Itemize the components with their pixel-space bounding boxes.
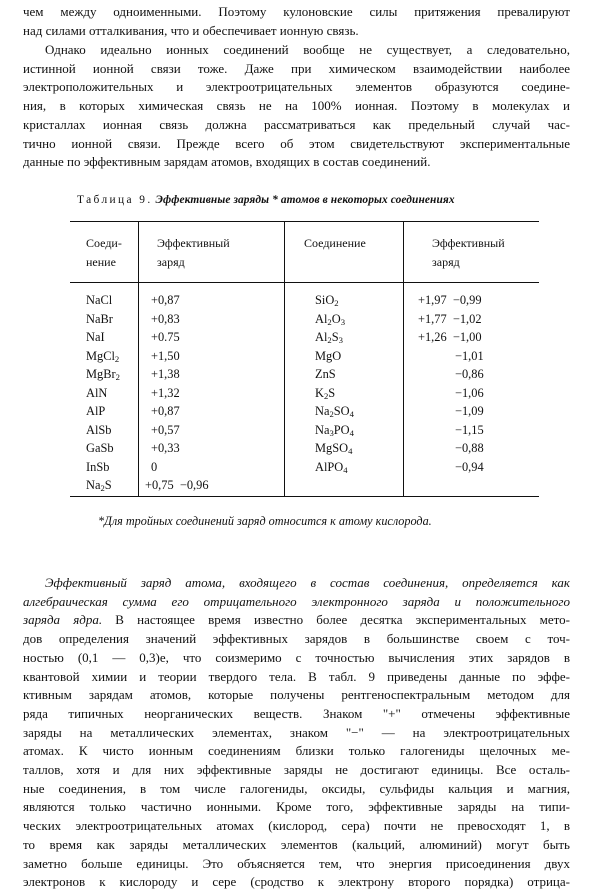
formula-part: S xyxy=(328,385,336,400)
second-paragraph xyxy=(23,41,570,172)
header-text-line: нение xyxy=(86,255,116,269)
formula-part: SiO xyxy=(315,293,335,307)
text-line: тично ионной связи. Прежде всего об этом свидетельствуют экспериментальные xyxy=(23,135,570,151)
text-line: над силами отталкивания, что и обеспечивает ионную связь. xyxy=(23,22,359,38)
formula-part: S xyxy=(104,478,112,492)
formula-subscript: 2 xyxy=(327,316,332,327)
effective-charge-value: +0,57 xyxy=(151,422,180,437)
formula-part: K xyxy=(315,385,324,400)
text-line: заряды на металлических элементах, знаком "−" — на электроотрицательных xyxy=(23,724,570,740)
formula-subscript: 2 xyxy=(329,409,334,419)
compound-formula xyxy=(315,293,339,308)
formula-subscript: 2 xyxy=(323,390,329,401)
compound-formula xyxy=(86,367,120,382)
table-column-rule xyxy=(138,222,139,496)
formula-part: SO xyxy=(333,404,350,418)
formula-part: MgCl xyxy=(86,348,115,363)
formula-part: PO xyxy=(333,422,350,437)
compound-formula xyxy=(315,367,336,382)
text-line: дов определения значений эффективных зарядов в большинстве своем с точ- xyxy=(23,631,570,647)
formula-part: NaI xyxy=(86,330,105,344)
formula-part: O xyxy=(331,311,341,326)
formula-part: NaCl xyxy=(86,293,113,307)
table-caption xyxy=(77,194,557,206)
text-line: электронов к кислороду и сере (сродство к электрону второго порядка) отрица- xyxy=(23,874,570,890)
header-left-compound xyxy=(86,234,122,272)
formula-part: Na xyxy=(86,478,101,492)
effective-charge-value: −1,01 xyxy=(455,348,484,363)
formula-part: Al xyxy=(315,330,328,344)
formula-part: GaSb xyxy=(86,441,114,455)
effective-charge-value: +1,32 xyxy=(151,385,180,400)
text-line: то время как заряды металлических элементов (кальций, алюминий) могут быть xyxy=(23,836,570,852)
formula-subscript: 3 xyxy=(340,316,346,327)
table-column-rule xyxy=(403,222,404,496)
text-line xyxy=(23,611,570,630)
text-line: ряда типичных неорганических веществ. Знаком "+" отмечены эффективные xyxy=(23,705,570,721)
italic-segment: заряда ядра. xyxy=(23,612,103,628)
compound-formula xyxy=(86,478,112,493)
formula-part: NaBr xyxy=(86,311,113,326)
formula-part: Na xyxy=(315,422,330,437)
formula-part: AlN xyxy=(86,385,108,400)
text-line: ческих электроотрицательных атомах (кислород, сера) почти не превосходят 1, в xyxy=(23,818,570,834)
compound-formula xyxy=(86,330,105,345)
header-text-line: заряд xyxy=(157,255,185,269)
table-footnote: *Для тройных соединений заряд относится к атому кислорода. xyxy=(98,514,432,528)
compound-formula xyxy=(86,293,112,308)
header-left-charge xyxy=(157,234,230,272)
compound-formula xyxy=(315,330,343,345)
formula-subscript: 4 xyxy=(349,427,354,438)
compound-formula xyxy=(86,404,105,419)
top-paragraph xyxy=(23,3,570,40)
text-line: алгебраическая сумма его отрицательного электронного заряда и положительного xyxy=(23,593,570,609)
formula-subscript: 2 xyxy=(327,335,332,345)
text-line: атомах. К чисто ионным соединениям близки только галогениды щелочных ме- xyxy=(23,743,570,759)
effective-charge-value: +0,87 xyxy=(151,293,180,307)
text-line: Эффективный заряд атома, входящего в состав соединения, определяется как xyxy=(45,575,570,590)
effective-charge-value: −1,09 xyxy=(455,404,484,418)
compound-formula xyxy=(86,312,113,327)
effective-charge-value: −1,15 xyxy=(455,422,484,437)
text-line: ностью (0,1 — 0,3)e, что соизмеримо с точностью вычисления этих зарядов в xyxy=(23,649,570,665)
header-right-charge xyxy=(432,234,505,272)
text-line: квантовой химии и теории твердого тела. В табл. 9 приведены данные по эффе- xyxy=(23,668,570,684)
compound-formula xyxy=(315,423,354,438)
formula-subscript: 2 xyxy=(100,483,105,493)
text-line: ные соединения, в том числе галогениды, оксиды, сульфиды кальция и магния, xyxy=(23,780,570,796)
text-line: являются только частично ионными. Кроме того, эффективные заряды на типи- xyxy=(23,799,570,815)
text-line: ния, в которых химическая связь не на 100% ионная. Поэтому в молекулах и xyxy=(23,98,570,114)
table-caption-title: Эффективные заряды * атомов в некоторых соединениях xyxy=(155,194,455,206)
formula-part: MgBr xyxy=(86,367,116,381)
text-segment: В настоящее время известно более десятка экспериментальных мето- xyxy=(102,612,571,628)
compound-formula xyxy=(315,312,345,327)
compound-formula xyxy=(315,460,348,475)
effective-charge-value: −0,86 xyxy=(455,367,484,381)
compound-formula xyxy=(86,423,111,438)
effective-charge-value: +0,33 xyxy=(151,441,180,455)
table-caption-label: Таблица 9. xyxy=(77,194,153,206)
effective-charge-value: +1,77 −1,02 xyxy=(418,311,482,326)
effective-charge-value: +1,50 xyxy=(151,348,180,363)
header-text-line: Эффективный xyxy=(432,236,505,250)
compound-formula xyxy=(86,349,119,364)
formula-subscript: 4 xyxy=(349,409,354,419)
compound-formula xyxy=(86,441,114,456)
formula-part: MgO xyxy=(315,348,342,363)
text-line: электроположительных и электроотрицательных элементов образуются соедине- xyxy=(23,79,570,95)
header-text-line: заряд xyxy=(432,255,460,269)
effective-charge-value: −0,94 xyxy=(455,459,484,474)
effective-charge-value: +0.75 xyxy=(151,330,180,344)
formula-part: ZnS xyxy=(315,367,336,381)
formula-subscript: 2 xyxy=(334,298,339,308)
text-line: чем между одноименными. Поэтому кулоновские силы притяжения превалируют xyxy=(23,4,570,19)
definition-paragraph xyxy=(23,574,570,892)
text-line: кристаллах ионная связь должна рассматриваться как предельный случай час- xyxy=(23,116,570,132)
effective-charge-value: 0 xyxy=(151,459,158,474)
effective-charge-value: +0,75 −0,96 xyxy=(145,478,209,492)
header-text-line: Соединение xyxy=(304,236,366,250)
effective-charge-value: +1,97 −0,99 xyxy=(418,293,482,307)
effective-charge-value: +0,83 xyxy=(151,311,180,326)
compound-formula xyxy=(315,441,352,456)
formula-part: InSb xyxy=(86,459,110,474)
formula-subscript: 2 xyxy=(114,353,120,364)
text-line: таллов, хотя и для них эффективные заряды не достигают единицы. Все осталь- xyxy=(23,762,570,778)
effective-charges-table xyxy=(70,221,539,497)
compound-formula xyxy=(86,386,107,401)
text-line: ктивным зарядам атомов, которые получены рентгеноспектральным методом для xyxy=(23,687,570,703)
formula-subscript: 4 xyxy=(343,464,348,475)
text-line: заметно больше единицы. Это объясняется тем, что энергия присоединения двух xyxy=(23,855,570,871)
formula-subscript: 4 xyxy=(348,446,353,456)
formula-subscript: 3 xyxy=(329,427,334,438)
text-line: Однако идеально ионных соединений вообще не существует, а следовательно, xyxy=(45,42,570,57)
compound-formula xyxy=(86,460,109,475)
formula-subscript: 3 xyxy=(338,335,343,345)
effective-charge-value: +1,26 −1,00 xyxy=(418,330,482,344)
formula-part: AlP xyxy=(86,404,106,418)
text-line: данные по эффективным зарядам атомов, входящих в состав соединений. xyxy=(23,154,431,170)
formula-part: AlSb xyxy=(86,422,112,437)
formula-part: MgSO xyxy=(315,441,349,455)
effective-charge-value: +1,38 xyxy=(151,367,180,381)
table-header-rule xyxy=(70,282,539,283)
formula-subscript: 2 xyxy=(115,372,120,382)
compound-formula xyxy=(315,349,341,364)
effective-charge-value: −1,06 xyxy=(455,385,484,400)
formula-part: Na xyxy=(315,404,330,418)
effective-charge-value: +0,87 xyxy=(151,404,180,418)
compound-formula xyxy=(315,404,354,419)
header-text-line: Соеди- xyxy=(86,236,122,250)
formula-part: Al xyxy=(315,311,328,326)
text-line: истинной ионной связи тоже. Даже при химическом взаимодействии наиболее xyxy=(23,60,570,76)
header-right-compound xyxy=(304,234,366,253)
table-column-rule xyxy=(284,222,285,496)
formula-part: S xyxy=(331,330,339,344)
formula-part: AlPO xyxy=(315,459,344,474)
compound-formula xyxy=(315,386,335,401)
header-text-line: Эффективный xyxy=(157,236,230,250)
effective-charge-value: −0,88 xyxy=(455,441,484,455)
